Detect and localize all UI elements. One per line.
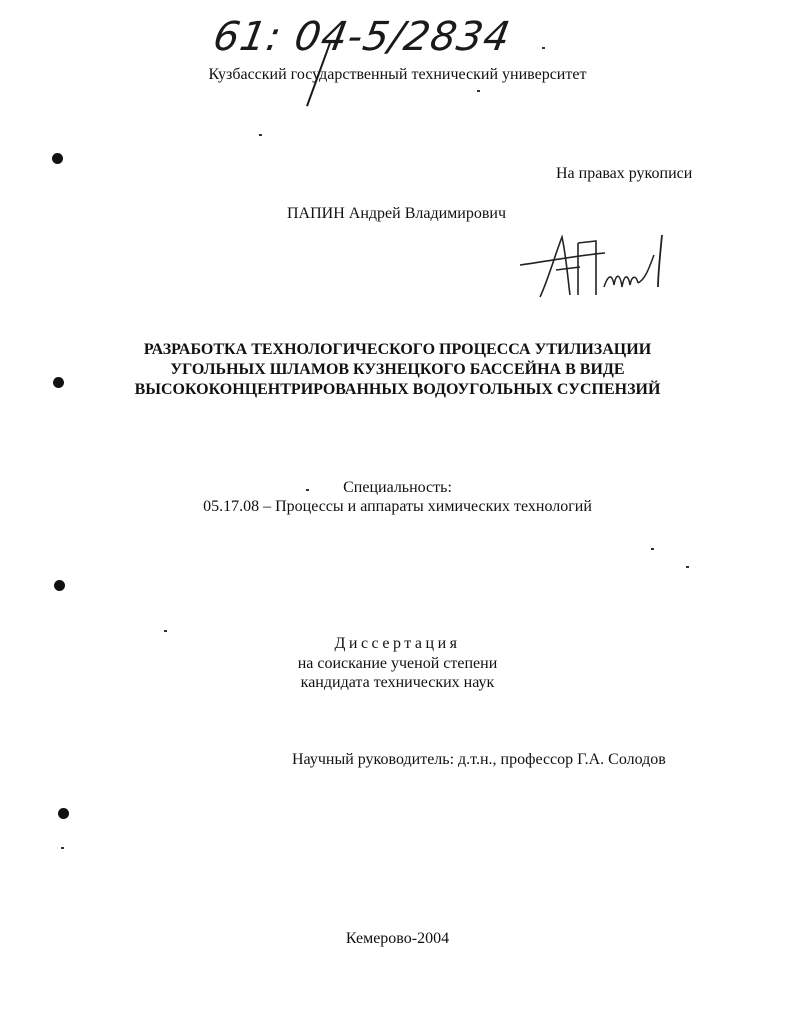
- scan-speck: [686, 566, 689, 568]
- author-signature: [510, 225, 680, 310]
- specialty-value: 05.17.08 – Процессы и аппараты химических технологий: [203, 498, 592, 515]
- binder-hole: [58, 808, 69, 819]
- scan-speck: [164, 630, 167, 632]
- dissertation-degree-line: на соискание ученой степени: [297, 655, 498, 672]
- dissertation-candidate-line: кандидата технических наук: [300, 674, 495, 691]
- binder-hole: [54, 580, 65, 591]
- scan-speck: [61, 847, 64, 849]
- title-line-1: РАЗРАБОТКА ТЕХНОЛОГИЧЕСКОГО ПРОЦЕССА УТИЛИЗАЦИИ: [143, 341, 652, 358]
- scan-speck: [306, 489, 309, 491]
- scan-speck: [259, 134, 262, 136]
- scan-speck: [542, 47, 545, 49]
- title-line-2: УГОЛЬНЫХ ШЛАМОВ КУЗНЕЦКОГО БАССЕЙНА В ВИДЕ: [170, 361, 625, 378]
- university-name: Кузбасский государственный технический университет: [208, 66, 587, 83]
- author-name: ПАПИН Андрей Владимирович: [287, 205, 507, 222]
- dissertation-title: Диссертация: [334, 635, 461, 652]
- city-year: Кемерово-2004: [345, 930, 450, 947]
- title-line-3: ВЫСОКОКОНЦЕНТРИРОВАННЫХ ВОДОУГОЛЬНЫХ СУСПЕНЗИЙ: [134, 381, 661, 398]
- scientific-advisor: Научный руководитель: д.т.н., профессор Г.А. Солодов: [292, 751, 666, 768]
- archive-stamp: 61: 04-5/2834: [209, 14, 515, 60]
- rights-notice: На правах рукописи: [556, 165, 693, 182]
- scan-speck: [477, 90, 480, 92]
- scan-speck: [651, 548, 654, 550]
- specialty-label: Специальность:: [343, 479, 452, 496]
- binder-hole: [52, 153, 63, 164]
- binder-hole: [53, 377, 64, 388]
